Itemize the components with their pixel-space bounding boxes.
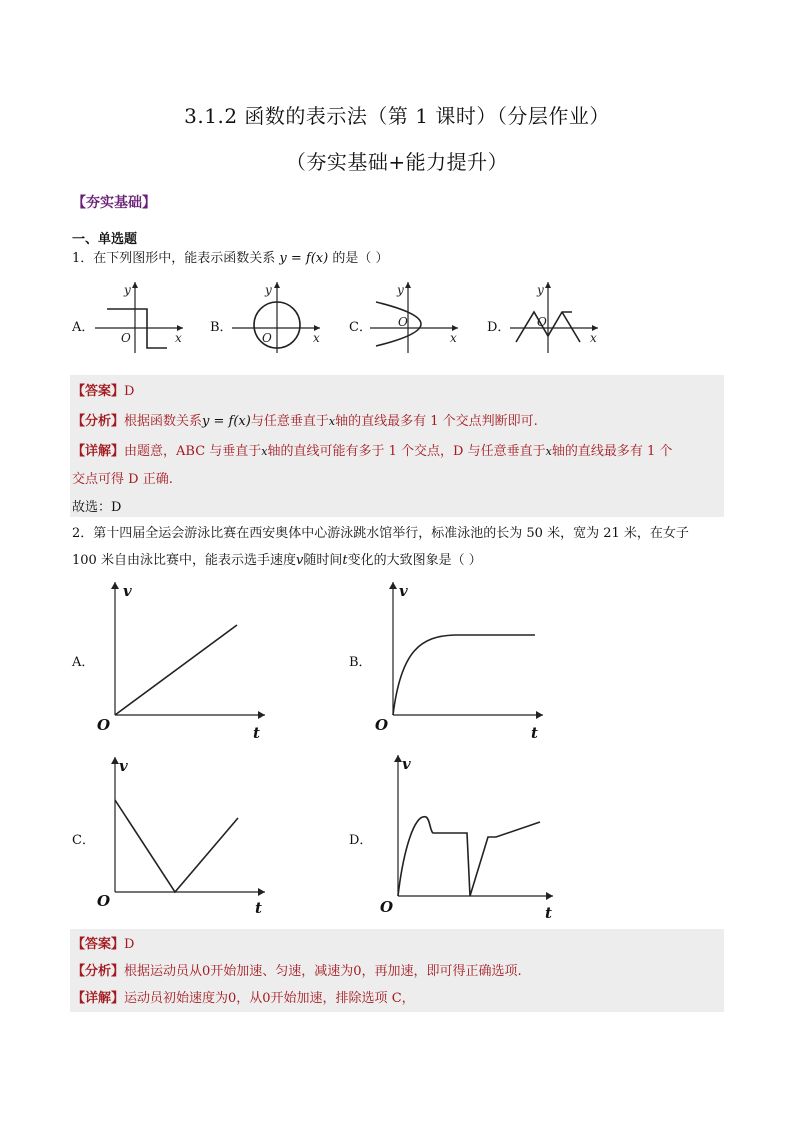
q1-graph-d-x: x	[590, 331, 597, 345]
q2-analysis-text: 根据运动员从0开始加速、匀速，减速为0，再加速，即可得正确选项.	[124, 964, 522, 979]
q2-graph-c-line	[115, 800, 238, 892]
q1-graph-c-x: x	[450, 331, 457, 345]
q1-analysis-tag: 【分析】	[72, 414, 125, 429]
q1-answer	[72, 380, 134, 399]
q1-stem	[72, 247, 389, 266]
q2-detail	[72, 987, 415, 1006]
q1-detail-a: 由题意，ABC 与垂直于	[124, 444, 262, 459]
q2-graph-c-origin: O	[97, 892, 111, 910]
q1-choose: 故选：D	[72, 500, 122, 515]
q1-detail-x1: x	[261, 445, 268, 458]
q1-detail-b: 轴的直线可能有多于 1 个交点，D 与任意垂直于	[267, 444, 546, 459]
q2-stem-b: 随时间	[303, 553, 343, 568]
q1-graph-c-y: y	[397, 283, 404, 297]
q1-analysis-suffix: 与任意垂直于	[250, 414, 329, 429]
q1-graph-c	[370, 280, 465, 355]
q1-answer-tag: 【答案】	[72, 384, 125, 399]
q1-detail-x2: x	[545, 445, 552, 458]
q2-graph-c-t: t	[255, 899, 262, 917]
q1-option-b-label: B．	[210, 320, 233, 335]
q2-answer-tag: 【答案】	[72, 937, 125, 952]
q1-graph-a-y: y	[124, 283, 131, 297]
q2-graph-b	[373, 580, 548, 740]
q2-graph-a-line	[115, 625, 237, 715]
q2-option-d-label: D．	[349, 833, 373, 848]
q2-graph-a-v: v	[123, 582, 132, 600]
q2-graph-d-curve	[398, 817, 540, 896]
q1-graph-b-origin: O	[262, 331, 272, 345]
q2-answer	[72, 933, 134, 952]
q1-analysis-end: 轴的直线最多有 1 个交点判断即可.	[335, 414, 538, 429]
q1-graph-a-x: x	[175, 331, 182, 345]
q1-analysis-x: x	[328, 415, 336, 428]
q1-analysis-prefix: 根据函数关系	[124, 414, 203, 429]
q1-detail-line2: 交点可得 D 正确.	[72, 472, 173, 487]
q1-graph-b-y: y	[265, 283, 272, 297]
q2-graph-d-t: t	[545, 904, 552, 922]
q2-detail-text: 运动员初始速度为0，从0开始加速，排除选项 C，	[124, 991, 415, 1006]
q1-graph-d-y: y	[537, 283, 544, 297]
q2-graph-d-v: v	[402, 755, 411, 773]
q2-option-c-label: C．	[72, 833, 95, 848]
q1-option-a-label: A．	[72, 320, 95, 335]
q2-graph-b-t: t	[531, 724, 538, 742]
part-heading: 一、单选题	[72, 232, 138, 247]
section-tag: 【夯实基础】	[72, 195, 156, 211]
q2-stem-v: v	[295, 553, 304, 568]
q1-answer-value: D	[124, 384, 135, 399]
q2-graph-a-origin: O	[97, 716, 111, 734]
q2-stem-line2	[72, 549, 482, 568]
page-subtitle: （夯实基础+能力提升）	[285, 150, 509, 174]
q1-detail-tag: 【详解】	[72, 444, 125, 459]
q1-stem-suffix: 的是（ ）	[332, 251, 389, 266]
q1-graph-d-origin: O	[537, 315, 547, 329]
q2-stem-a: 100 米自由泳比赛中，能表示选手速度	[72, 553, 296, 568]
q2-answer-value: D	[124, 937, 135, 952]
q2-graph-a	[95, 580, 270, 740]
q1-graph-b	[232, 280, 327, 355]
q2-stem-t: t	[342, 553, 348, 568]
q1-formula: y = f(x)	[279, 251, 329, 266]
q1-detail-line1	[72, 440, 672, 459]
q2-graph-b-curve	[393, 635, 535, 715]
q1-stem-prefix: 1．在下列图形中，能表示函数关系	[72, 251, 276, 266]
q1-analysis	[72, 410, 538, 429]
q2-graph-a-t: t	[253, 724, 260, 742]
q1-graph-b-x: x	[313, 331, 320, 345]
q2-graph-d	[378, 753, 558, 923]
q2-graph-c	[95, 755, 270, 915]
q1-option-c-label: C．	[349, 320, 372, 335]
q1-graph-c-origin: O	[398, 315, 408, 329]
q1-analysis-formula: y = f(x)	[202, 414, 251, 429]
q1-graph-a	[95, 280, 190, 355]
q2-stem-line1: 2．第十四届全运会游泳比赛在西安奥体中心游泳跳水馆举行，标准泳池的长为 50 米，宽为 21 米，在女子	[72, 526, 689, 541]
q2-graph-b-v: v	[399, 582, 408, 600]
q1-detail-c: 轴的直线最多有 1 个	[551, 444, 673, 459]
q1-graph-a-origin: O	[121, 331, 131, 345]
q2-graph-b-origin: O	[375, 716, 389, 734]
q2-analysis	[72, 960, 522, 979]
q1-graph-d	[510, 280, 605, 355]
q2-graph-c-v: v	[119, 757, 128, 775]
q2-analysis-tag: 【分析】	[72, 964, 125, 979]
q2-graph-d-origin: O	[380, 898, 394, 916]
q2-detail-tag: 【详解】	[72, 991, 125, 1006]
q1-graph-d-curve-tail	[562, 312, 580, 342]
q2-option-a-label: A．	[72, 655, 95, 670]
page-title: 3.1.2 函数的表示法（第 1 课时）（分层作业）	[184, 104, 610, 128]
q2-option-b-label: B．	[349, 655, 372, 670]
q2-stem-c: 变化的大致图象是（ ）	[347, 553, 482, 568]
q1-option-d-label: D．	[487, 320, 511, 335]
